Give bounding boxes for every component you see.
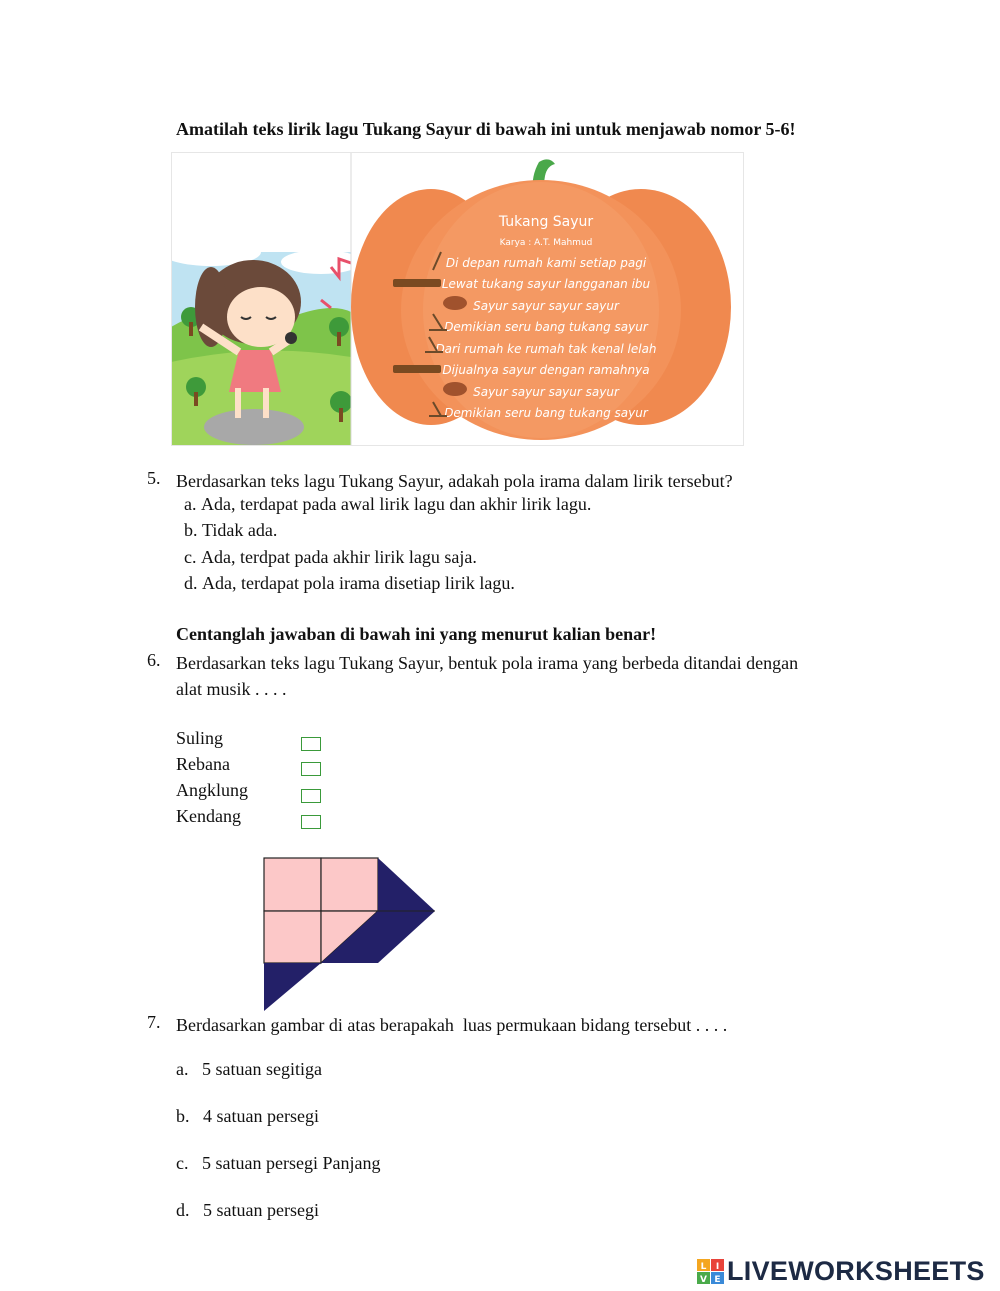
option-b[interactable]: b. 4 satuan persegi bbox=[176, 1106, 319, 1126]
song-title: Tukang Sayur bbox=[498, 214, 594, 230]
navy-triangle bbox=[378, 911, 435, 963]
brand-name: LIVEWORKSHEETS bbox=[727, 1256, 985, 1286]
pink-square bbox=[264, 911, 321, 963]
svg-text:E: E bbox=[714, 1274, 721, 1285]
question-text: Berdasarkan teks lagu Tukang Sayur, bentuk pola irama yang berbeda ditandai dengan bbox=[176, 653, 799, 673]
song-line: Di depan rumah kami setiap pagi bbox=[445, 256, 647, 270]
option-c[interactable]: c. Ada, terdpat pada akhir lirik lagu saja. bbox=[184, 547, 477, 567]
question-number: 6. bbox=[147, 650, 161, 670]
choice-label-kendang: Kendang bbox=[176, 806, 241, 826]
song-author: Karya : A.T. Mahmud bbox=[499, 238, 593, 248]
checkbox-kendang[interactable] bbox=[301, 815, 321, 829]
navy-triangle bbox=[264, 963, 321, 1011]
navy-triangle bbox=[378, 858, 435, 911]
area-shape-figure bbox=[258, 855, 440, 1013]
question-text: Berdasarkan gambar di atas berapakah luas permukaan bidang tersebut . . . . bbox=[176, 1015, 728, 1035]
logo-blocks-icon bbox=[697, 1259, 725, 1285]
pink-square bbox=[264, 858, 321, 911]
option-a[interactable]: a. 5 satuan segitiga bbox=[176, 1059, 322, 1079]
instruction-heading-1: Amatilah teks lirik lagu Tukang Sayur di bawah ini untuk menjawab nomor 5-6! bbox=[176, 119, 796, 139]
rebana-icon bbox=[443, 382, 467, 396]
checkbox-suling[interactable] bbox=[301, 737, 321, 751]
liveworksheets-logo[interactable] bbox=[697, 1256, 985, 1287]
kendang-icon bbox=[393, 279, 441, 287]
instruction-heading-2: Centanglah jawaban di bawah ini yang menurut kalian benar! bbox=[176, 624, 657, 644]
song-line: Demikian seru bang tukang sayur bbox=[444, 320, 648, 334]
option-a[interactable]: a. Ada, terdapat pada awal lirik lagu dan akhir lirik lagu. bbox=[184, 494, 592, 514]
option-b[interactable]: b. Tidak ada. bbox=[184, 520, 278, 540]
checkbox-rebana[interactable] bbox=[301, 762, 321, 776]
question-text-cont: alat musik . . . . bbox=[176, 679, 287, 699]
question-text: Berdasarkan teks lagu Tukang Sayur, adakah pola irama dalam lirik tersebut? bbox=[176, 471, 733, 491]
song-line: Dari rumah ke rumah tak kenal lelah bbox=[435, 342, 657, 356]
svg-text:L: L bbox=[700, 1261, 707, 1272]
song-line: Sayur sayur sayur sayur bbox=[473, 385, 619, 399]
choice-label-rebana: Rebana bbox=[176, 754, 230, 774]
song-illustration bbox=[171, 152, 744, 446]
choice-label-suling: Suling bbox=[176, 728, 224, 748]
song-line: Sayur sayur sayur sayur bbox=[473, 299, 619, 313]
song-line: Demikian seru bang tukang sayur bbox=[444, 406, 648, 420]
pink-square bbox=[321, 858, 378, 911]
option-d[interactable]: d. Ada, terdapat pola irama disetiap lirik lagu. bbox=[184, 573, 515, 593]
song-line: Lewat tukang sayur langganan ibu bbox=[441, 277, 651, 291]
svg-text:I: I bbox=[715, 1261, 720, 1272]
option-c[interactable]: c. 5 satuan persegi Panjang bbox=[176, 1153, 381, 1173]
option-d[interactable]: d. 5 satuan persegi bbox=[176, 1200, 319, 1220]
kendang-icon bbox=[393, 365, 441, 373]
question-number: 7. bbox=[147, 1012, 161, 1032]
svg-text:V: V bbox=[700, 1274, 707, 1285]
rebana-icon bbox=[443, 296, 467, 310]
choice-label-angklung: Angklung bbox=[176, 780, 248, 800]
song-line: Dijualnya sayur dengan ramahnya bbox=[442, 363, 650, 377]
question-number: 5. bbox=[147, 468, 161, 488]
checkbox-angklung[interactable] bbox=[301, 789, 321, 803]
